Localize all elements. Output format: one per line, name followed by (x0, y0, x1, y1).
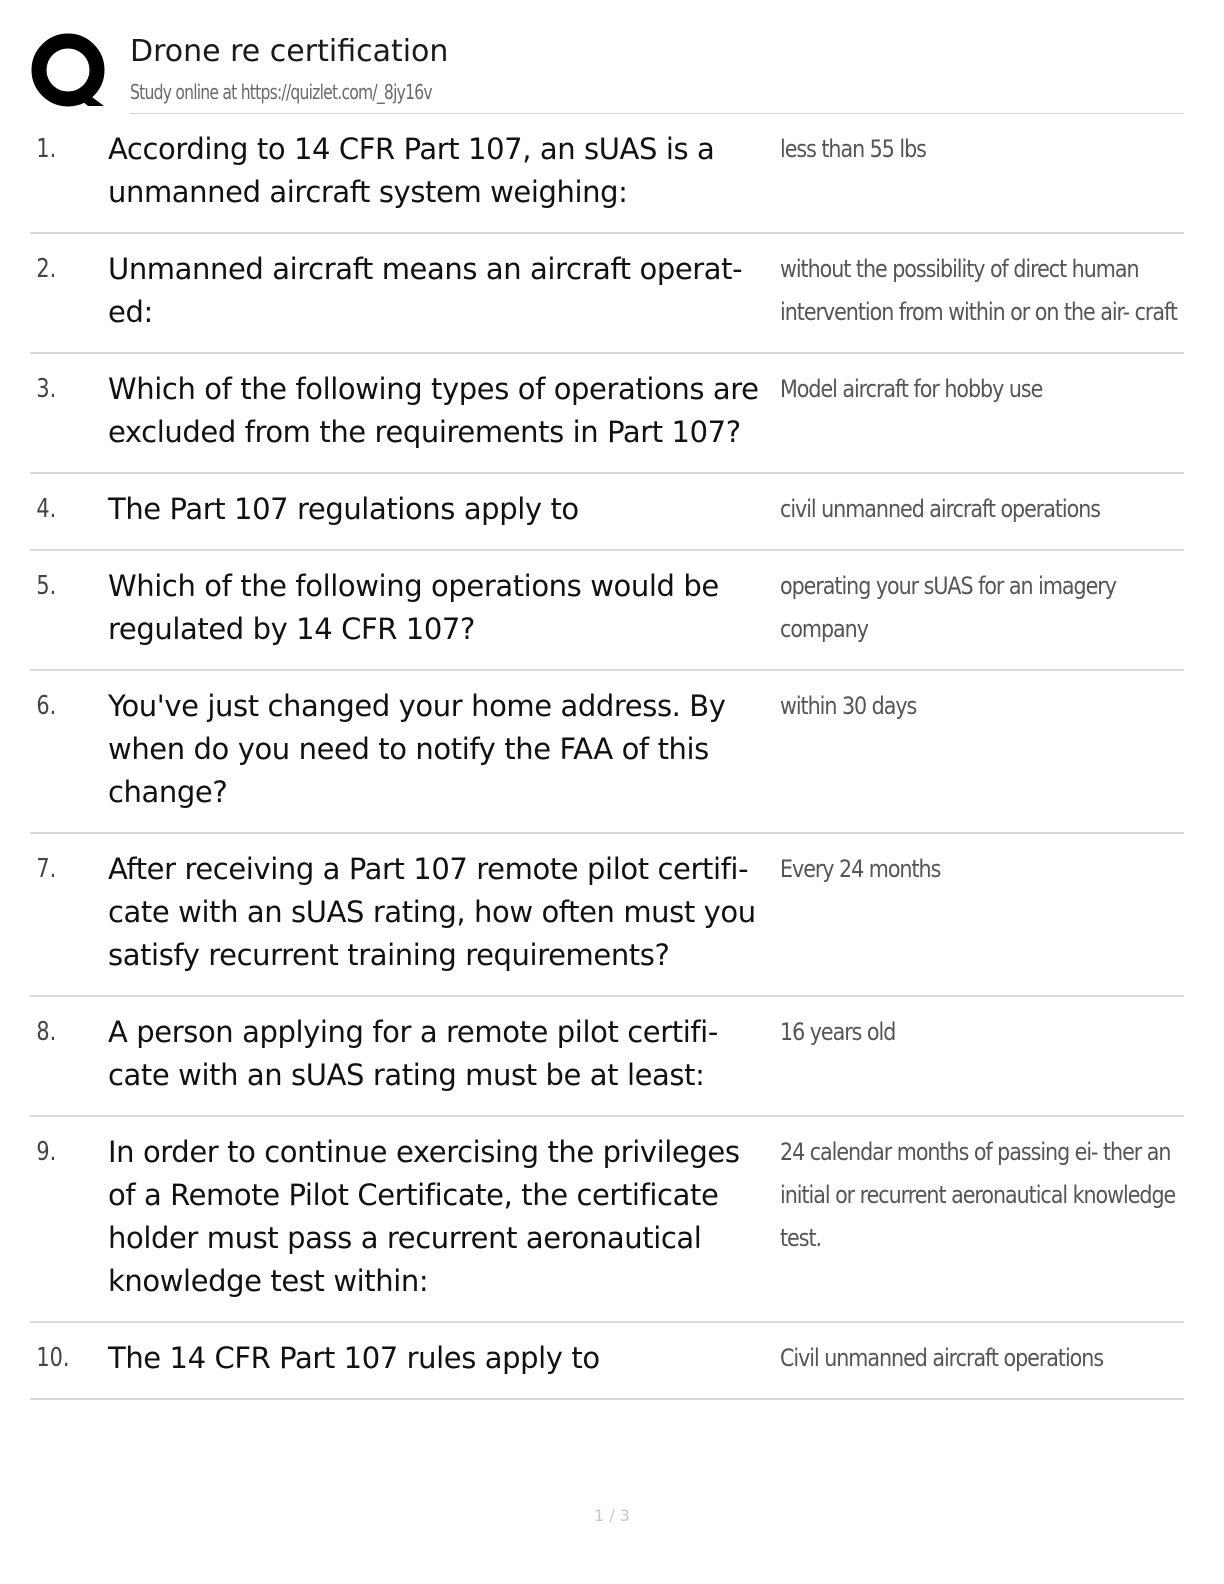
card-definition: civil unmanned aircraft operations (780, 495, 1100, 523)
card-term: Which of the following types of operations are excluded from the requirements in Part 107? (108, 372, 759, 449)
card-term: You've just changed your home address. By when do you need to notify the FAA of this change? (108, 689, 726, 809)
card-definition: Every 24 months (780, 855, 941, 883)
card-term: In order to continue exercising the privileges of a Remote Pilot Certificate, the certificate holder must pass a recurrent aeronautical knowledge test within: (108, 1135, 740, 1298)
study-online-link[interactable]: Study online at https://quizlet.com/_8jy16v (130, 80, 432, 104)
card-number: 4. (36, 494, 57, 524)
flashcard-row (30, 474, 1184, 551)
flashcard-row (30, 997, 1184, 1117)
flashcard-row (30, 114, 1184, 234)
card-number: 5. (36, 571, 57, 601)
card-number: 2. (36, 254, 57, 284)
card-number: 6. (36, 691, 57, 721)
flashcard-row (30, 834, 1184, 997)
card-definition: 16 years old (780, 1018, 896, 1046)
flashcard-row (30, 1117, 1184, 1323)
flashcard-row (30, 551, 1184, 671)
card-definition: less than 55 lbs (780, 135, 926, 163)
card-number: 3. (36, 374, 57, 404)
page-number: 1 / 3 (594, 1506, 630, 1525)
card-term: The 14 CFR Part 107 rules apply to (108, 1341, 600, 1375)
flashcard-list (30, 114, 1184, 1400)
flashcard-row (30, 354, 1184, 474)
card-definition: Civil unmanned aircraft operations (780, 1344, 1104, 1372)
card-definition: Model aircraft for hobby use (780, 375, 1043, 403)
card-number: 9. (36, 1137, 57, 1167)
page-header (30, 28, 1184, 114)
card-term: After receiving a Part 107 remote pilot certifi- cate with an sUAS rating, how often must you satisfy recurrent training requirements? (108, 852, 756, 972)
card-number: 7. (36, 854, 57, 884)
quizlet-logo-icon (30, 32, 110, 112)
page-title: Drone re certification (130, 34, 449, 69)
card-definition: 24 calendar months of passing ei- ther an initial or recurrent aeronautical knowledge test. (780, 1138, 1176, 1252)
flashcard-row (30, 671, 1184, 834)
card-term: According to 14 CFR Part 107, an sUAS is a unmanned aircraft system weighing: (108, 132, 715, 209)
flashcard-row (30, 234, 1184, 354)
card-number: 8. (36, 1017, 57, 1047)
card-term: Unmanned aircraft means an aircraft operat- ed: (108, 252, 743, 329)
flashcard-row (30, 1323, 1184, 1400)
card-definition: within 30 days (780, 692, 917, 720)
card-term: A person applying for a remote pilot certifi- cate with an sUAS rating must be at least: (108, 1015, 718, 1092)
card-definition: operating your sUAS for an imagery company (780, 572, 1116, 643)
card-definition: without the possibility of direct human intervention from within or on the air- craft (780, 255, 1177, 326)
card-number: 1. (36, 134, 57, 164)
card-term: Which of the following operations would be regulated by 14 CFR 107? (108, 569, 719, 646)
card-number: 10. (36, 1343, 70, 1373)
card-term: The Part 107 regulations apply to (108, 492, 579, 526)
